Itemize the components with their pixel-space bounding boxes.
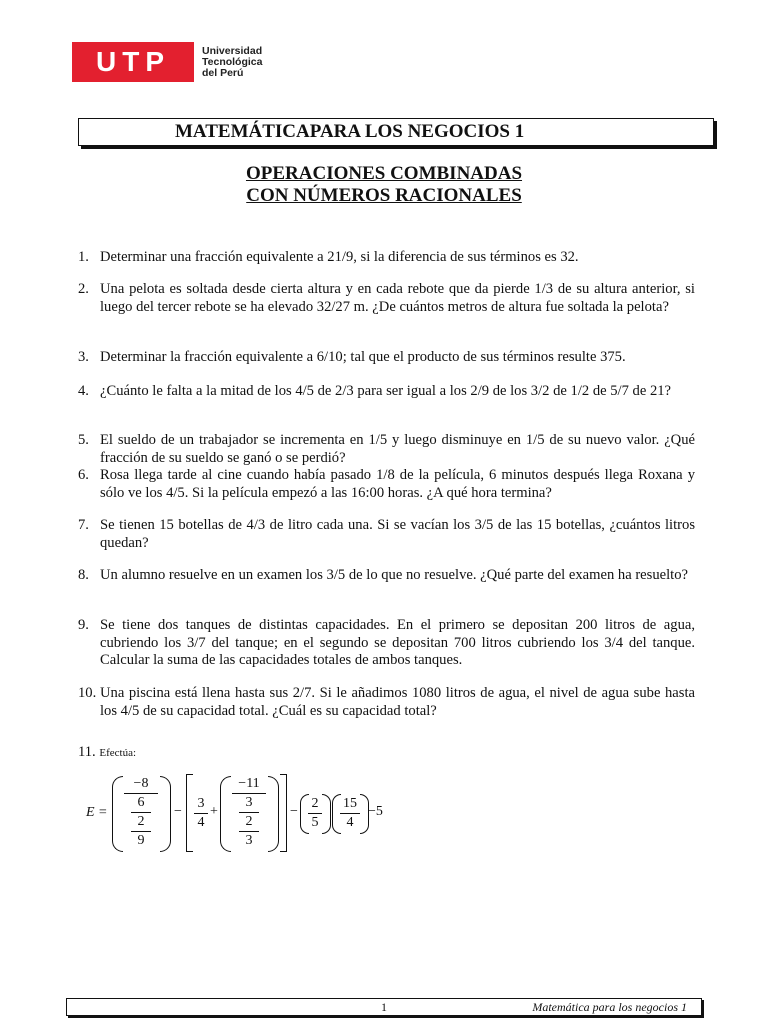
course-title-box [78,118,714,146]
fraction-den: 4 [197,815,205,830]
exercise-text: ¿Cuánto le falta a la mitad de los 4/5 de 2/3 para ser igual a los 2/9 de los 3/2 de 1/2 de 5/7 de 21? [100,383,672,399]
right-paren [322,794,331,834]
footer-title: Matemática para los negocios 1 [532,1000,687,1014]
fraction-num: −11 [238,776,260,791]
formula-tail: −5 [368,804,383,819]
exercise-number: 8. [78,567,89,583]
exercise-number: 9. [78,617,89,633]
exercise-number: 6. [78,467,89,483]
exercise-text: Se tienen 15 botellas de 4/3 de litro cada una. Si se vacían los 3/5 de las 15 botellas, ¿cuántos litros quedan? [100,517,695,551]
right-paren [160,776,171,852]
utp-logo-text [202,46,262,79]
exercise-number: 11. [78,744,96,760]
exercise-text: Una pelota es soltada desde cierta altura y en cada rebote que da pierde 1/3 de su altura anterior, si luego del tercer rebote se ha elevado 32/27 m. ¿De cuántos metros de altura fue soltada la pelota? [100,281,695,315]
exercise-text: Determinar la fracción equivalente a 6/10; tal que el producto de sus términos resulte 375. [100,349,626,365]
plus-operator: + [210,804,218,819]
fraction-b2 [232,776,266,849]
exercise-text: Un alumno resuelve en un examen los 3/5 de lo que no resuelve. ¿Qué parte del examen ha resuelto? [100,567,688,583]
exercise-item [78,685,695,720]
fraction-bar [124,793,158,794]
fraction-bar [239,831,259,832]
exercise-item [78,567,695,585]
exercise-text: Rosa llega tarde al cine cuando había pasado 1/8 de la película, 6 minutos después llega Roxana y sólo ve los 4/5. Si la película empezó a las 16:00 horas. ¿A qué hora termina? [100,467,695,501]
fraction-bar [131,831,151,832]
fraction-num: 2 [137,814,145,829]
minus-operator: − [290,804,298,819]
exercise-number: 10. [78,685,97,701]
logo-line: Universidad [202,44,263,57]
logo-line: Tecnológica [202,55,263,68]
exercise-text: El sueldo de un trabajador se incrementa en 1/5 y luego disminuye en 1/5 de su nuevo valor. ¿Qué fracción de su sueldo se ganó o se perdió? [100,432,695,466]
exercise-item [78,467,695,502]
exercise-number: 7. [78,517,89,533]
fraction-bar [340,813,360,814]
fraction-bar [308,813,322,814]
fraction-d [340,796,360,831]
exercise-number: 4. [78,383,89,399]
utp-logo-mark: UTP [72,42,194,82]
subtitle-line-2 [0,185,768,207]
subtitle-text: OPERACIONES COMBINADAS [245,163,523,184]
fraction-den: 9 [137,833,145,848]
fraction-num: 3 [197,796,205,811]
exercise-number: 5. [78,432,89,448]
exercise-item [78,249,695,267]
exercise-number: 1. [78,249,89,265]
logo-line: del Perú [202,66,244,79]
fraction-num: 2 [245,814,253,829]
exercise-item [78,349,695,367]
exercise-number: 2. [78,281,89,297]
subtitle-text: CON NÚMEROS RACIONALES [246,185,522,206]
fraction-den: 5 [311,815,319,830]
fraction-num: −8 [133,776,149,791]
exercise-item [78,517,695,552]
math-expression [86,772,386,856]
exercise-item [78,281,695,316]
right-bracket [280,774,287,852]
minus-operator: − [174,804,182,819]
fraction-mid: 6 [137,795,145,810]
left-paren [112,776,123,852]
fraction-num: 15 [343,796,357,811]
subtitle-line-1 [0,163,768,185]
fraction-den: 3 [245,833,253,848]
left-bracket [186,774,193,852]
exercise-number: 3. [78,349,89,365]
exercise-item [78,744,695,763]
fraction-den: 4 [346,815,354,830]
left-paren [220,776,231,852]
exercise-text: Una piscina está llena hasta sus 2/7. Si le añadimos 1080 litros de agua, el nivel de agua sube hasta los 4/5 de su capacidad total. ¿Cuál es su capacidad total? [100,685,695,719]
fraction-a [124,776,158,849]
fraction-bar [194,813,208,814]
course-title: MATEMÁTICAPARA LOS NEGOCIOS 1 [175,121,525,142]
fraction-num: 2 [311,796,319,811]
exercise-text: Determinar una fracción equivalente a 21/9, si la diferencia de sus términos es 32. [100,249,579,265]
fraction-bar [232,793,266,794]
exercise-text: Se tiene dos tanques de distintas capacidades. En el primero se depositan 200 litros de agua, cubriendo los 3/7 del tanque; en el segundo se depositan 700 litros cubriendo los 3/4 del tanque. Calcular la suma de las capacidades totales de ambos tanques. [100,617,695,668]
exercise-label: Efectúa: [99,747,137,759]
exercise-item [78,432,695,467]
page-number: 1 [381,1000,387,1014]
exercise-item [78,383,695,401]
formula-lhs: E = [86,805,108,820]
right-paren [268,776,279,852]
exercise-item [78,617,695,670]
fraction-c [308,796,322,831]
fraction-mid: 3 [245,795,253,810]
utp-logo [72,42,262,82]
fraction-bar [131,812,151,813]
fraction-b1 [194,796,208,831]
page-footer [66,998,702,1016]
fraction-bar [239,812,259,813]
